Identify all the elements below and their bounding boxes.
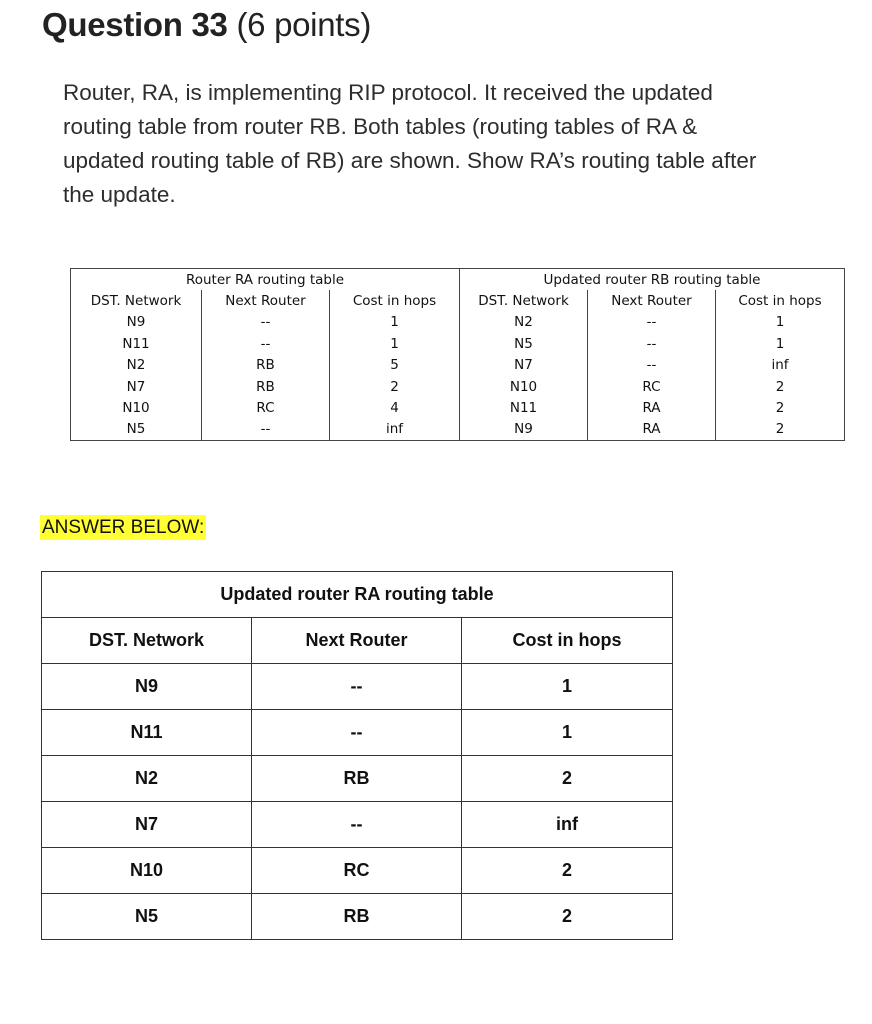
- table-cell: RA: [588, 397, 716, 418]
- prompt-line: Router, RA, is implementing RIP protocol. It received the updated: [63, 80, 713, 105]
- table-row: [71, 333, 845, 354]
- answer-header-dst: DST. Network: [42, 618, 252, 664]
- table-row: [42, 756, 673, 802]
- question-title: [42, 6, 371, 44]
- answer-header-next: Next Router: [252, 618, 462, 664]
- table-row: [71, 397, 845, 418]
- table-cell: inf: [716, 355, 845, 376]
- prompt-line: routing table from router RB. Both tables (routing tables of RA &: [63, 114, 698, 139]
- table-cell: N10: [460, 376, 588, 397]
- table-cell: N7: [71, 376, 202, 397]
- rb-header-next: Next Router: [588, 290, 716, 311]
- answer-table-caption: Updated router RA routing table: [42, 572, 673, 618]
- table-cell: 2: [462, 756, 673, 802]
- table-cell: --: [252, 710, 462, 756]
- table-cell: N11: [71, 333, 202, 354]
- table-cell: RC: [588, 376, 716, 397]
- table-cell: --: [588, 333, 716, 354]
- table-row: [42, 802, 673, 848]
- table-cell: --: [202, 333, 330, 354]
- question-number: Question 33: [42, 6, 228, 43]
- table-cell: 2: [716, 419, 845, 441]
- source-routing-tables: [70, 268, 845, 441]
- table-row: [71, 312, 845, 333]
- table-cell: inf: [330, 419, 460, 441]
- table-cell: 2: [716, 376, 845, 397]
- table-cell: 1: [330, 333, 460, 354]
- table-cell: N11: [460, 397, 588, 418]
- table-row: [71, 355, 845, 376]
- table-cell: 2: [462, 848, 673, 894]
- table-cell: N9: [42, 664, 252, 710]
- ra-header-dst: DST. Network: [71, 290, 202, 311]
- table-cell: N5: [42, 894, 252, 940]
- table-row: [42, 710, 673, 756]
- table-cell: --: [252, 664, 462, 710]
- table-cell: RC: [252, 848, 462, 894]
- table-cell: RB: [202, 355, 330, 376]
- table-cell: --: [202, 312, 330, 333]
- rb-table-caption: Updated router RB routing table: [460, 269, 845, 291]
- table-cell: N10: [71, 397, 202, 418]
- table-row: [42, 848, 673, 894]
- table-row: [71, 376, 845, 397]
- table-cell: 1: [462, 664, 673, 710]
- table-cell: RA: [588, 419, 716, 441]
- table-cell: N5: [71, 419, 202, 441]
- answer-label: ANSWER BELOW:: [42, 517, 205, 538]
- table-cell: N2: [42, 756, 252, 802]
- table-cell: 2: [462, 894, 673, 940]
- table-cell: 5: [330, 355, 460, 376]
- table-cell: 2: [330, 376, 460, 397]
- prompt-line: the update.: [63, 182, 176, 207]
- table-cell: N9: [460, 419, 588, 441]
- answer-routing-table: [41, 571, 673, 940]
- table-cell: RC: [202, 397, 330, 418]
- table-cell: inf: [462, 802, 673, 848]
- table-cell: N11: [42, 710, 252, 756]
- rb-header-cost: Cost in hops: [716, 290, 845, 311]
- table-cell: RB: [252, 756, 462, 802]
- table-cell: N2: [460, 312, 588, 333]
- table-cell: --: [202, 419, 330, 441]
- table-cell: N7: [42, 802, 252, 848]
- table-cell: 1: [462, 710, 673, 756]
- table-cell: N2: [71, 355, 202, 376]
- table-cell: 4: [330, 397, 460, 418]
- table-cell: 2: [716, 397, 845, 418]
- table-cell: 1: [716, 312, 845, 333]
- question-points: (6 points): [236, 6, 372, 43]
- ra-header-next: Next Router: [202, 290, 330, 311]
- table-cell: RB: [202, 376, 330, 397]
- table-cell: 1: [716, 333, 845, 354]
- prompt-line: updated routing table of RB) are shown. Show RA’s routing table after: [63, 148, 757, 173]
- table-cell: --: [252, 802, 462, 848]
- answer-header-cost: Cost in hops: [462, 618, 673, 664]
- table-row: [42, 894, 673, 940]
- table-cell: --: [588, 355, 716, 376]
- rb-header-dst: DST. Network: [460, 290, 588, 311]
- question-prompt: [63, 76, 823, 212]
- table-row: [42, 664, 673, 710]
- ra-header-cost: Cost in hops: [330, 290, 460, 311]
- table-row: [71, 419, 845, 441]
- table-cell: RB: [252, 894, 462, 940]
- table-cell: N9: [71, 312, 202, 333]
- table-cell: N5: [460, 333, 588, 354]
- table-cell: --: [588, 312, 716, 333]
- ra-table-caption: Router RA routing table: [71, 269, 460, 291]
- table-cell: 1: [330, 312, 460, 333]
- table-cell: N7: [460, 355, 588, 376]
- table-cell: N10: [42, 848, 252, 894]
